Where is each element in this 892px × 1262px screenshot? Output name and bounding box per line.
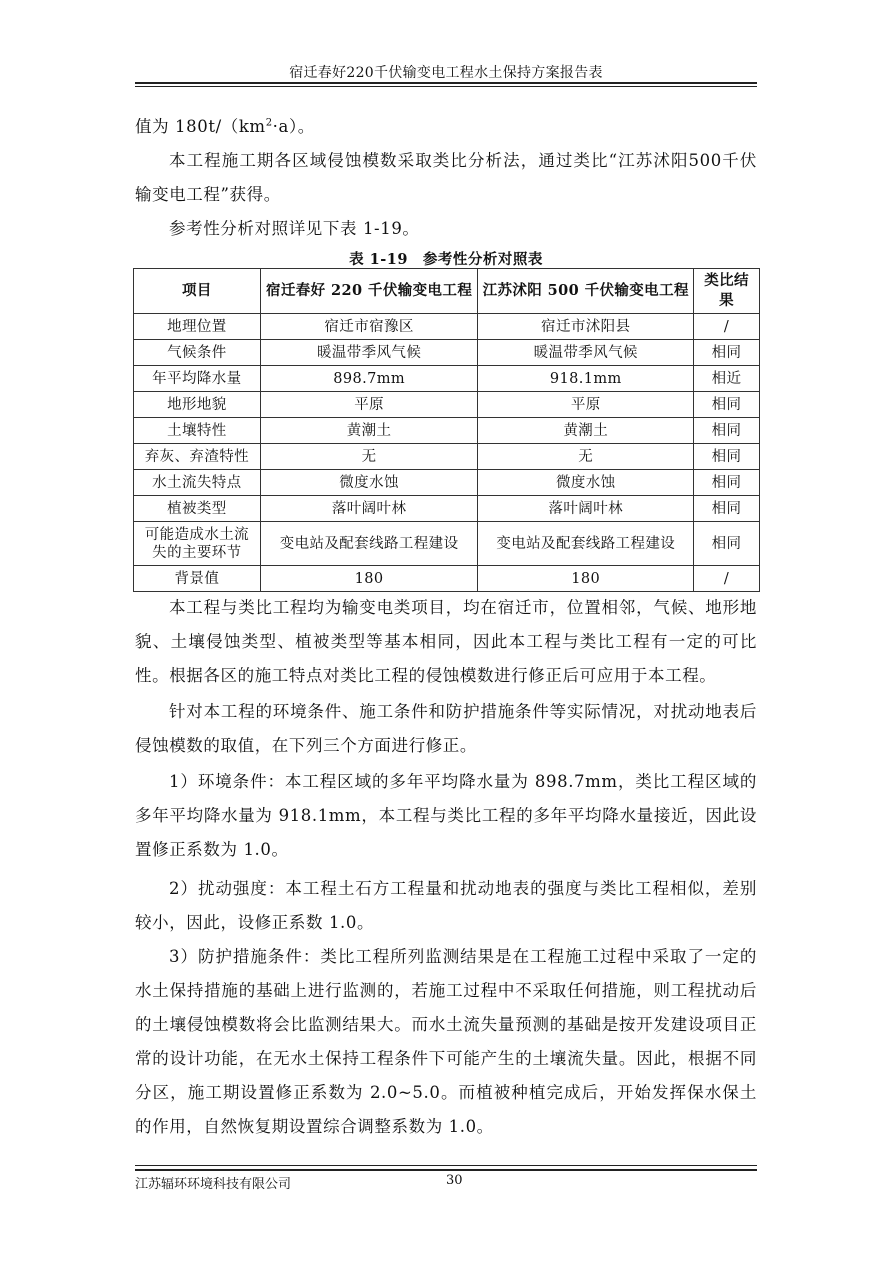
table-cell: 暖温带季风气候	[478, 340, 694, 366]
table-cell: 相近	[694, 366, 760, 392]
table-header-row	[134, 269, 760, 314]
table-cell: 无	[260, 444, 478, 470]
running-header: 宿迁春好220千伏输变电工程水土保持方案报告表	[289, 65, 603, 81]
table-cell: 地形地貌	[134, 392, 261, 418]
table-cell: 微度水蚀	[478, 470, 694, 496]
table-cell: 918.1mm	[478, 366, 694, 392]
table-cell: 宿迁市宿豫区	[260, 314, 478, 340]
table-cell: 植被类型	[134, 496, 261, 522]
table-cell: 变电站及配套线路工程建设	[260, 522, 478, 566]
table-cell: 180	[260, 566, 478, 592]
table-cell: 落叶阔叶林	[260, 496, 478, 522]
table-cell: 宿迁市沭阳县	[478, 314, 694, 340]
table-row	[134, 340, 760, 366]
table-cell: 相同	[694, 418, 760, 444]
table-cell: 黄潮土	[260, 418, 478, 444]
table-caption: 表 1-19 参考性分析对照表	[349, 251, 543, 268]
paragraph-text: 值为 180t/（km	[135, 117, 266, 136]
table-cell: 相同	[694, 470, 760, 496]
table-row	[134, 366, 760, 392]
header-item: 项目	[134, 269, 261, 314]
table-cell: 气候条件	[134, 340, 261, 366]
table-cell: 弃灰、弃渣特性	[134, 444, 261, 470]
table-cell: 相同	[694, 522, 760, 566]
table-cell: 无	[478, 444, 694, 470]
table-cell: 相同	[694, 340, 760, 366]
table-row	[134, 418, 760, 444]
paragraph-continuation	[135, 110, 757, 144]
table-cell: /	[694, 314, 760, 340]
table-row	[134, 444, 760, 470]
header-result: 类比结果	[694, 269, 760, 314]
paragraph-text: ·a）。	[272, 117, 315, 136]
paragraph-correction-intro: 针对本工程的环境条件、施工条件和防护措施条件等实际情况，对扰动地表后侵蚀模数的取值，在下列三个方面进行修正。	[135, 702, 757, 755]
header-rule-thin	[135, 86, 757, 87]
table-cell: 相同	[694, 444, 760, 470]
table-row	[134, 522, 760, 566]
table-cell: /	[694, 566, 760, 592]
paragraph-comparability: 本工程与类比工程均为输变电类项目，均在宿迁市，位置相邻，气候、地形地貌、土壤侵蚀类型、植被类型等基本相同，因此本工程与类比工程有一定的可比性。根据各区的施工特点对类比工程的侵蚀模数进行修正后可应用于本工程。	[135, 598, 757, 685]
table-row	[134, 314, 760, 340]
table-cell: 180	[478, 566, 694, 592]
page-number: 30	[446, 1173, 463, 1188]
paragraph-protection-measures: 3）防护措施条件：类比工程所列监测结果是在工程施工过程中采取了一定的水土保持措施的基础上进行监测的，若施工过程中不采取任何措施，则工程扰动后的土壤侵蚀模数将会比监测结果大。而水土流失量预测的基础是按开发建设项目正常的设计功能，在无水土保持工程条件下可能产生的土壤流失量。因此，根据不同分区，施工期设置修正系数为 2.0~5.0。而植被种植完成后，开始发挥保水保土的作用，自然恢复期设置综合调整系数为 1.0。	[135, 947, 757, 1136]
table-cell: 微度水蚀	[260, 470, 478, 496]
superscript: 2	[265, 117, 273, 129]
table-row	[134, 566, 760, 592]
table-cell: 变电站及配套线路工程建设	[478, 522, 694, 566]
table-row	[134, 496, 760, 522]
footer-rule-thin	[135, 1165, 757, 1166]
header-analog-project: 江苏沭阳 500 千伏输变电工程	[478, 269, 694, 314]
footer-company: 江苏辐环环境科技有限公司	[135, 1177, 292, 1192]
table-cell: 相同	[694, 496, 760, 522]
table-cell: 可能造成水土流失的主要环节	[134, 522, 261, 566]
paragraph-analogy-method: 本工程施工期各区域侵蚀模数采取类比分析法，通过类比“江苏沭阳500千伏输变电工程”获得。	[135, 151, 757, 204]
table-cell: 898.7mm	[260, 366, 478, 392]
comparison-table	[133, 268, 760, 592]
table-cell: 黄潮土	[478, 418, 694, 444]
paragraph-disturbance-intensity: 2）扰动强度：本工程土石方工程量和扰动地表的强度与类比工程相似，差别较小，因此，设修正系数 1.0。	[135, 879, 757, 932]
table-cell: 相同	[694, 392, 760, 418]
header-rule	[135, 82, 757, 84]
table-cell: 平原	[260, 392, 478, 418]
table-cell: 土壤特性	[134, 418, 261, 444]
table-cell: 落叶阔叶林	[478, 496, 694, 522]
paragraph-environment-condition: 1）环境条件：本工程区域的多年平均降水量为 898.7mm，类比工程区域的多年平均降水量为 918.1mm，本工程与类比工程的多年平均降水量接近，因此设置修正系数为 1.0。	[135, 772, 757, 859]
footer-rule	[135, 1169, 757, 1171]
table-cell: 平原	[478, 392, 694, 418]
table-row	[134, 470, 760, 496]
paragraph-table-reference: 参考性分析对照详见下表 1-19。	[169, 219, 420, 238]
table-cell: 背景值	[134, 566, 261, 592]
table-row	[134, 392, 760, 418]
table-cell: 年平均降水量	[134, 366, 261, 392]
table-cell: 水土流失特点	[134, 470, 261, 496]
table-cell: 暖温带季风气候	[260, 340, 478, 366]
table-cell: 地理位置	[134, 314, 261, 340]
header-this-project: 宿迁春好 220 千伏输变电工程	[260, 269, 478, 314]
